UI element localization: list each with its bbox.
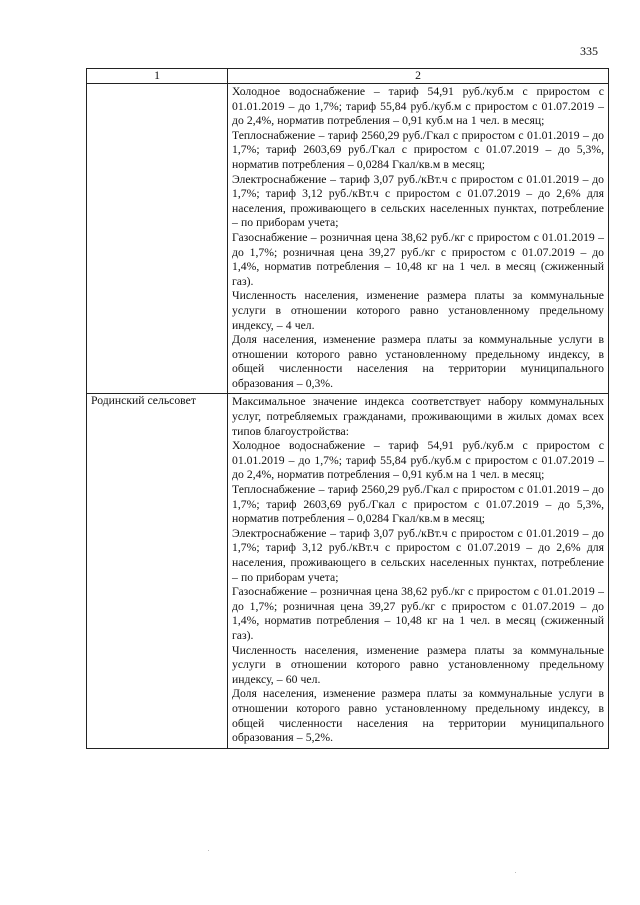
table-header-row <box>87 69 609 84</box>
municipality-name: Родинский сельсовет <box>87 394 228 748</box>
heating-paragraph: Теплоснабжение – тариф 2560,29 руб./Гкал с приростом с 01.01.2019 – до 1,7%; тариф 2603,69 руб./Гкал с приростом с 01.07.2019 – до 5,3%, норматив потребления – 0,0284 Гкал/кв.м в месяц; <box>232 483 604 526</box>
population-count-paragraph: Численность населения, изменение размера платы за коммунальные услуги в отношении которого равно установленному предельному индексу, – 60 чел. <box>232 643 604 686</box>
population-share-paragraph: Доля населения, изменение размера платы за коммунальные услуги в отношении которого равно установленному предельному индексу, в общей численности населения на территории муниципального образования – 5,2%. <box>232 687 604 745</box>
table-row <box>87 394 609 748</box>
population-count-paragraph: Численность населения, изменение размера платы за коммунальные услуги в отношении которого равно установленному предельному индексу, – 4 чел. <box>232 289 604 332</box>
column-header-1: 1 <box>87 69 228 84</box>
scan-speck <box>208 850 209 851</box>
municipality-name <box>87 84 228 394</box>
tariff-table <box>86 68 609 749</box>
scan-speck <box>515 872 516 873</box>
table-row <box>87 84 609 394</box>
cold-water-paragraph: Холодное водоснабжение – тариф 54,91 руб./куб.м с приростом с 01.01.2019 – до 1,7%; тариф 55,84 руб./куб.м с приростом с 01.07.2019 – до 2,4%, норматив потребления – 0,91 куб.м на 1 чел. в месяц; <box>232 85 604 128</box>
page-number: 335 <box>580 44 598 58</box>
gas-paragraph: Газоснабжение – розничная цена 38,62 руб./кг с приростом с 01.01.2019 – до 1,7%; розничная цена 39,27 руб./кг с приростом с 01.07.2019 – до 1,4%, норматив потребления – 10,48 кг на 1 чел. в месяц (сжиженный газ). <box>232 585 604 642</box>
gas-paragraph: Газоснабжение – розничная цена 38,62 руб./кг с приростом с 01.01.2019 – до 1,7%; розничная цена 39,27 руб./кг с приростом с 01.07.2019 – до 1,4%, норматив потребления – 10,48 кг на 1 чел. в месяц (сжиженный газ). <box>232 230 604 288</box>
electricity-paragraph: Электроснабжение – тариф 3,07 руб./кВт.ч с приростом с 01.01.2019 – до 1,7%; тариф 3,12 руб./кВт.ч с приростом с 01.07.2019 – до 2,6% для населения, проживающего в сельских населенных пунктах, потребление – по приборам учета; <box>232 526 604 584</box>
heating-paragraph: Теплоснабжение – тариф 2560,29 руб./Гкал с приростом с 01.01.2019 – до 1,7%; тариф 2603,69 руб./Гкал с приростом с 01.07.2019 – до 5,3%, норматив потребления – 0,0284 Гкал/кв.м в месяц; <box>232 128 604 171</box>
row-content <box>228 394 609 748</box>
column-header-2: 2 <box>228 69 609 84</box>
cold-water-paragraph: Холодное водоснабжение – тариф 54,91 руб./куб.м с приростом с 01.01.2019 – до 1,7%; тариф 55,84 руб./куб.м с приростом с 01.07.2019 – до 2,4%, норматив потребления – 0,91 куб.м на 1 чел. в месяц; <box>232 439 604 482</box>
electricity-paragraph: Электроснабжение – тариф 3,07 руб./кВт.ч с приростом с 01.01.2019 – до 1,7%; тариф 3,12 руб./кВт.ч с приростом с 01.07.2019 – до 2,6% для населения, проживающего в сельских населенных пунктах, потребление – по приборам учета; <box>232 172 604 230</box>
population-share-paragraph: Доля населения, изменение размера платы за коммунальные услуги в отношении которого равно установленному предельному индексу, в общей численности населения на территории муниципального образования – 0,3%. <box>232 333 604 390</box>
index-intro-paragraph: Максимальное значение индекса соответствует набору коммунальных услуг, потребляемых гражданами, проживающими в жилых домах всех типов благоустройства: <box>232 395 604 438</box>
row-content <box>228 84 609 394</box>
